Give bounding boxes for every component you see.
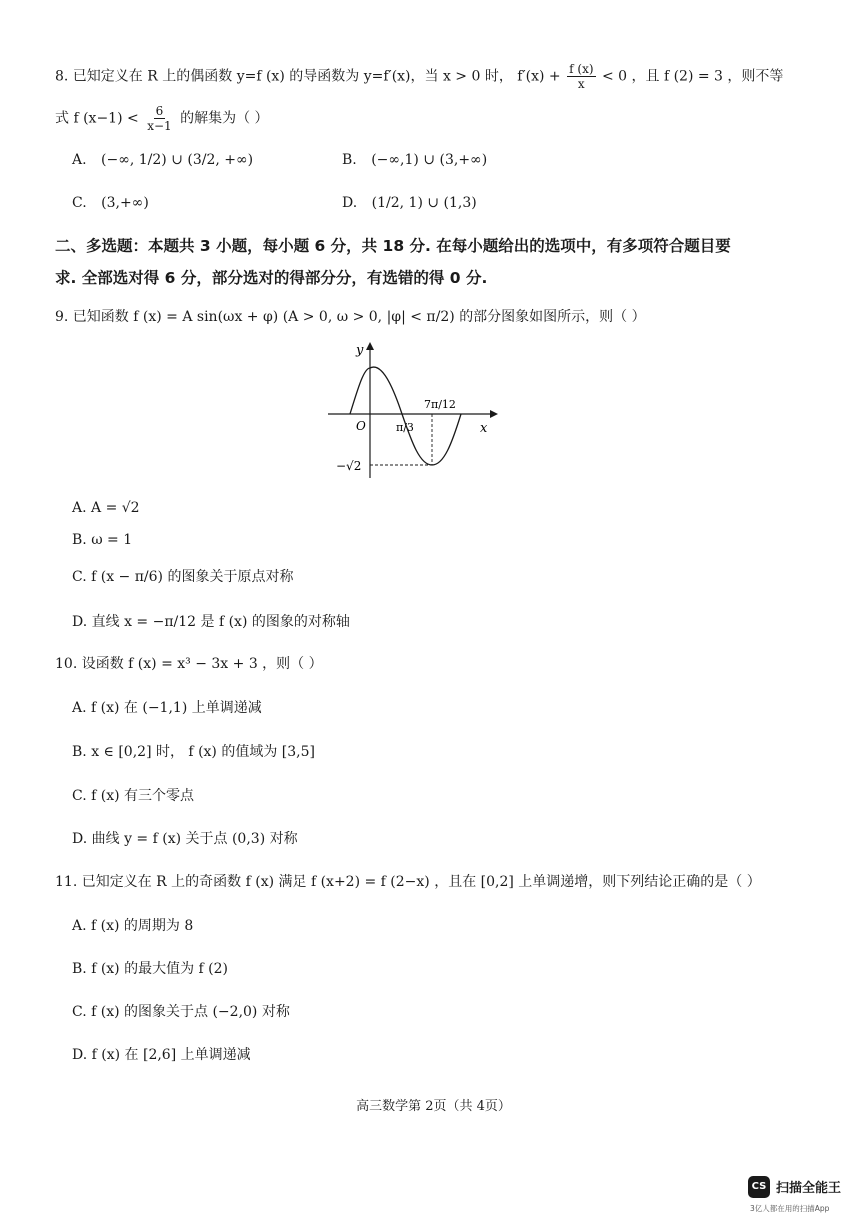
q8-inequality-fraction — [145, 104, 173, 133]
q8-option-a-text: (−∞, 1/2) ∪ (3/2, +∞) — [101, 152, 254, 168]
camscanner-logo-icon: CS — [748, 1176, 770, 1198]
q8-condition-right: < 0 ，且 f (2) = 3 ，则不等 — [601, 68, 784, 85]
q8-condition-fraction — [567, 62, 595, 91]
q9-stem-conditions: (A > 0, ω > 0, |φ| < π/2) — [282, 309, 455, 325]
q9-function-graph — [320, 338, 500, 484]
q10-option-c[interactable]: C. f (x) 有三个零点 — [72, 788, 195, 804]
q8-option-c-label: C. — [72, 195, 87, 211]
q8-option-a[interactable] — [72, 150, 253, 170]
q9-option-c[interactable]: C. f (x − π/6) 的图象关于原点对称 — [72, 569, 294, 585]
camscanner-name: 扫描全能王 — [776, 1181, 842, 1196]
q8-condition-left: f′(x) + — [517, 68, 561, 85]
x-axis-label: x — [480, 421, 488, 436]
q11-option-b[interactable]: B. f (x) 的最大值为 f (2) — [72, 961, 229, 977]
q11-stem: 11. 已知定义在 R 上的奇函数 f (x) 满足 f (x+2) = f (2−x) ，且在 [0,2] 上单调递增，则下列结论正确的是（ ） — [55, 874, 761, 890]
page-footer: 高三数学第 2页（共 4页） — [356, 1099, 511, 1114]
q11-option-c[interactable]: C. f (x) 的图象关于点 (−2,0) 对称 — [72, 1004, 290, 1020]
q9-stem — [55, 307, 646, 327]
x-axis-arrow — [490, 410, 498, 418]
q9-stem-function: 9. 已知函数 f (x) = A sin(ωx + φ) — [55, 309, 279, 325]
q8-option-d[interactable] — [342, 193, 477, 213]
q11-option-a[interactable]: A. f (x) 的周期为 8 — [72, 918, 194, 934]
tick-pi-over-3: π/3 — [396, 421, 414, 434]
origin-label: O — [356, 419, 366, 433]
q8-option-d-text: (1/2, 1) ∪ (1,3) — [371, 195, 477, 211]
q8-inequality-right: 的解集为（ ） — [180, 110, 269, 127]
q9-option-d[interactable]: D. 直线 x = −π/12 是 f (x) 的图象的对称轴 — [72, 614, 350, 630]
q8-option-b[interactable] — [342, 150, 487, 170]
q8-stem-line1 — [55, 62, 783, 91]
section2-heading-line1: 二、多选题：本题共 3 小题，每小题 6 分，共 18 分. 在每小题给出的选项中，有多项符合题目要 — [55, 237, 731, 255]
q8-option-b-label: B. — [342, 152, 357, 168]
y-axis-arrow — [366, 342, 374, 350]
q8-option-d-label: D. — [342, 195, 358, 211]
section2-heading-line2: 求. 全部选对得 6 分，部分选对的得部分分，有选错的得 0 分. — [55, 269, 488, 287]
q10-option-a[interactable]: A. f (x) 在 (−1,1) 上单调递减 — [72, 700, 262, 716]
q10-option-b[interactable]: B. x ∈ [0,2] 时， f (x) 的值域为 [3,5] — [72, 744, 315, 760]
q8-condition-denominator: x — [577, 77, 585, 91]
q8-inequality-left: 式 f (x−1) < — [55, 110, 139, 127]
q8-inequality-numerator: 6 — [155, 104, 164, 118]
y-axis-label: y — [356, 343, 364, 358]
tick-7pi-over-12: 7π/12 — [424, 398, 456, 411]
q8-option-a-label: A. — [72, 152, 87, 168]
q10-stem: 10. 设函数 f (x) = x³ − 3x + 3 ，则（ ） — [55, 656, 323, 672]
q11-option-d[interactable]: D. f (x) 在 [2,6] 上单调递减 — [72, 1047, 251, 1063]
sine-curve — [350, 367, 461, 465]
q8-condition-numerator: f (x) — [569, 62, 594, 76]
q8-inequality-denominator: x−1 — [147, 119, 172, 133]
q10-option-d[interactable]: D. 曲线 y = f (x) 关于点 (0,3) 对称 — [72, 831, 298, 847]
min-value-label: −√2 — [336, 459, 362, 473]
q8-stem-text: 8. 已知定义在 R 上的偶函数 y=f (x) 的导函数为 y=f′(x)，当 x > 0 时， — [55, 68, 513, 85]
q9-stem-question: 的部分图象如图所示，则（ ） — [459, 309, 646, 325]
q9-option-a[interactable]: A. A = √2 — [72, 500, 140, 516]
camscanner-tagline: 3亿人都在用的扫描App — [750, 1204, 830, 1213]
q8-option-b-text: (−∞,1) ∪ (3,+∞) — [371, 152, 488, 168]
q8-stem-line2 — [55, 104, 269, 133]
q8-option-c[interactable] — [72, 193, 149, 213]
q8-option-c-text: (3,+∞) — [101, 195, 149, 211]
q9-option-b[interactable]: B. ω = 1 — [72, 532, 133, 548]
